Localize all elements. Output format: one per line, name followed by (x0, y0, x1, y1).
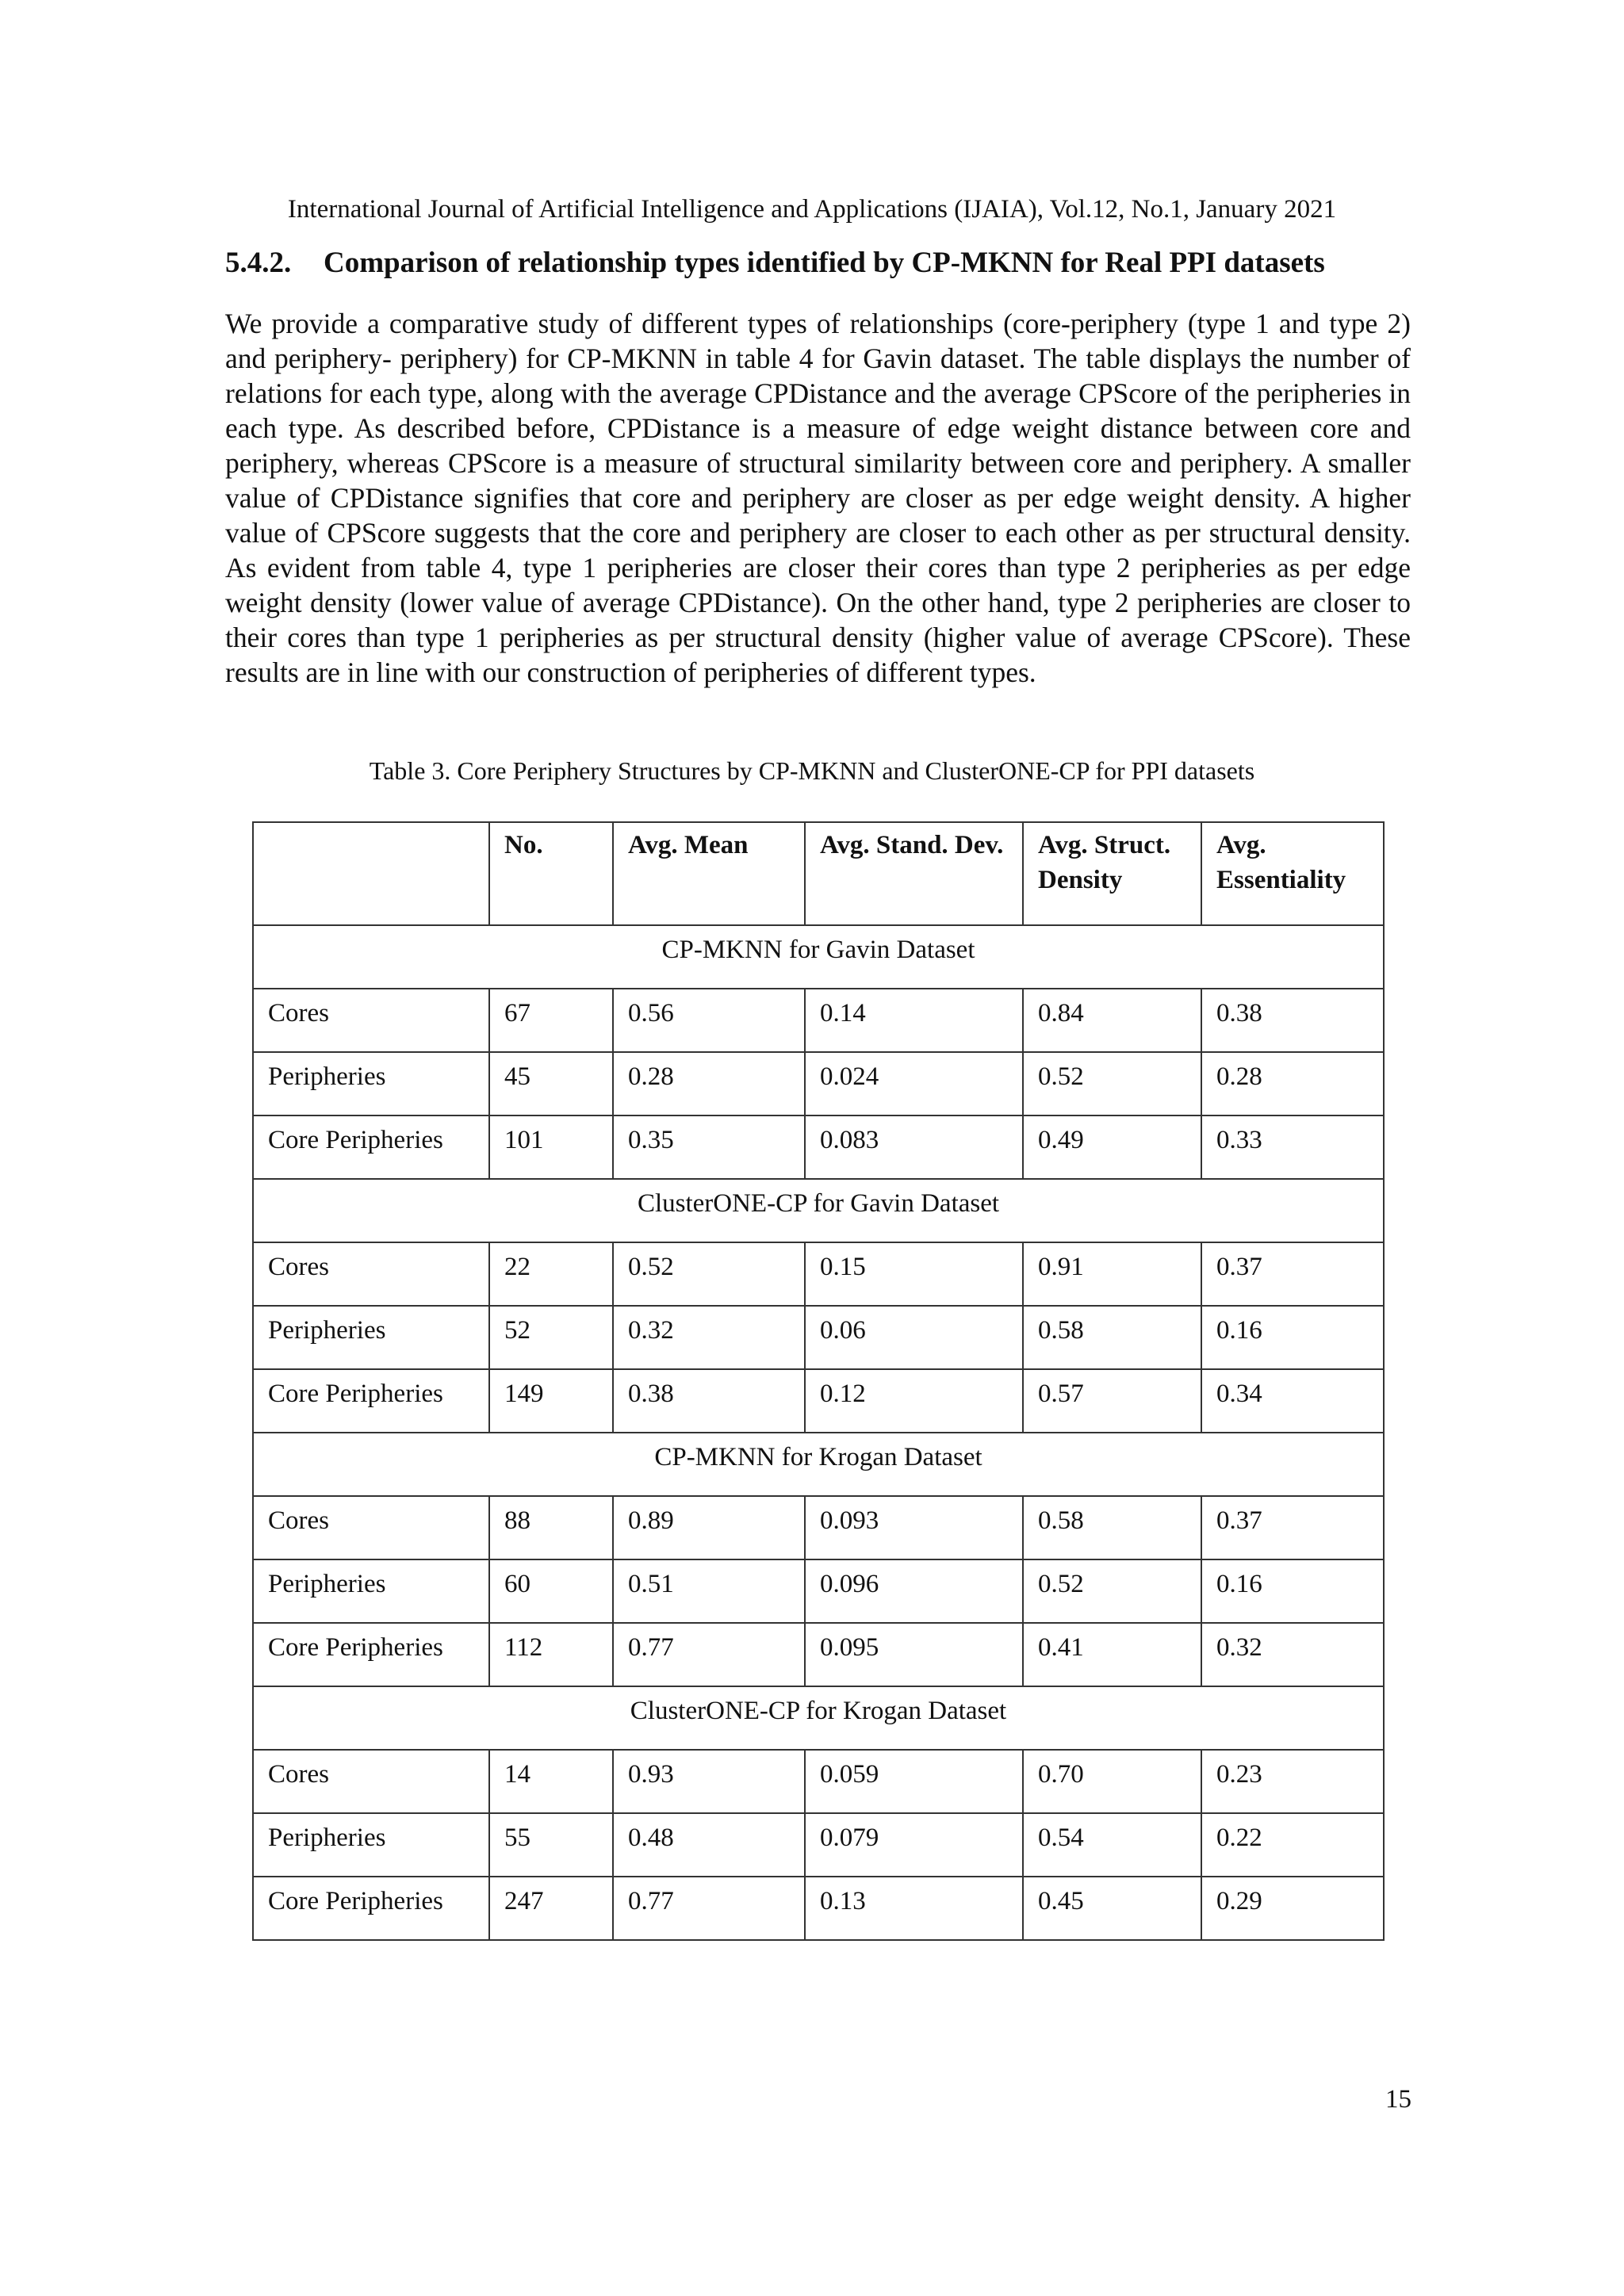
column-header (253, 822, 489, 925)
table-cell: 0.16 (1201, 1306, 1384, 1369)
table-row (253, 1306, 1384, 1369)
table-cell: 0.77 (613, 1623, 805, 1686)
table-cell: 0.35 (613, 1115, 805, 1179)
table-row (253, 1623, 1384, 1686)
row-label-cell: Peripheries (253, 1559, 489, 1623)
table-cell: 0.45 (1023, 1877, 1201, 1940)
table-cell: 0.38 (613, 1369, 805, 1433)
table-cell: 0.58 (1023, 1306, 1201, 1369)
section-title: Comparison of relationship types identified by CP-MKNN for Real PPI datasets (324, 247, 1325, 279)
table-cell: 0.32 (1201, 1623, 1384, 1686)
table-row (253, 1369, 1384, 1433)
column-header: Avg. Stand. Dev. (805, 822, 1023, 925)
table-cell: 0.14 (805, 989, 1023, 1052)
table-cell: 0.024 (805, 1052, 1023, 1115)
row-label-cell: Cores (253, 1750, 489, 1813)
table-cell: 88 (489, 1496, 613, 1559)
table-cell: 0.91 (1023, 1242, 1201, 1306)
table-cell: 0.51 (613, 1559, 805, 1623)
table-row (253, 989, 1384, 1052)
table-cell: 14 (489, 1750, 613, 1813)
table-cell: 0.52 (1023, 1052, 1201, 1115)
table-cell: 0.49 (1023, 1115, 1201, 1179)
row-label-cell: Core Peripheries (253, 1623, 489, 1686)
table-cell: 0.89 (613, 1496, 805, 1559)
table-cell: 0.37 (1201, 1496, 1384, 1559)
table-row (253, 1877, 1384, 1940)
row-label-cell: Peripheries (253, 1306, 489, 1369)
column-header: Avg. Struct. Density (1023, 822, 1201, 925)
group-label: CP-MKNN for Gavin Dataset (253, 925, 1384, 989)
table-cell: 55 (489, 1813, 613, 1877)
group-row (253, 1179, 1384, 1242)
table-caption: Table 3. Core Periphery Structures by CP-MKNN and ClusterONE-CP for PPI datasets (369, 756, 1255, 785)
table-cell: 0.13 (805, 1877, 1023, 1940)
table-row (253, 1559, 1384, 1623)
table-row (253, 1052, 1384, 1115)
table-cell: 0.58 (1023, 1496, 1201, 1559)
table-cell: 67 (489, 989, 613, 1052)
row-label-cell: Cores (253, 1242, 489, 1306)
section-number: 5.4.2. (225, 247, 292, 279)
table-cell: 0.33 (1201, 1115, 1384, 1179)
table-cell: 247 (489, 1877, 613, 1940)
table-cell: 0.15 (805, 1242, 1023, 1306)
table-row (253, 1813, 1384, 1877)
column-header: No. (489, 822, 613, 925)
table-cell: 0.70 (1023, 1750, 1201, 1813)
column-header: Avg. Mean (613, 822, 805, 925)
table-row (253, 1750, 1384, 1813)
row-label-cell: Core Peripheries (253, 1115, 489, 1179)
row-label-cell: Cores (253, 989, 489, 1052)
table-cell: 0.093 (805, 1496, 1023, 1559)
table-cell: 0.079 (805, 1813, 1023, 1877)
table-cell: 22 (489, 1242, 613, 1306)
table-cell: 0.095 (805, 1623, 1023, 1686)
table-cell: 0.77 (613, 1877, 805, 1940)
table-cell: 0.41 (1023, 1623, 1201, 1686)
table-cell: 52 (489, 1306, 613, 1369)
table-cell: 0.56 (613, 989, 805, 1052)
section-heading (225, 246, 1415, 281)
row-label-cell: Core Peripheries (253, 1369, 489, 1433)
group-row (253, 1433, 1384, 1496)
table-cell: 0.37 (1201, 1242, 1384, 1306)
table-cell: 0.38 (1201, 989, 1384, 1052)
group-row (253, 925, 1384, 989)
table-row (253, 1115, 1384, 1179)
table-cell: 0.096 (805, 1559, 1023, 1623)
table-cell: 0.34 (1201, 1369, 1384, 1433)
row-label-cell: Cores (253, 1496, 489, 1559)
table-cell: 0.23 (1201, 1750, 1384, 1813)
table-cell: 0.54 (1023, 1813, 1201, 1877)
table-cell: 0.52 (613, 1242, 805, 1306)
group-label: CP-MKNN for Krogan Dataset (253, 1433, 1384, 1496)
table-cell: 45 (489, 1052, 613, 1115)
table-cell: 0.22 (1201, 1813, 1384, 1877)
table-cell: 112 (489, 1623, 613, 1686)
table-body (253, 925, 1384, 1940)
row-label-cell: Peripheries (253, 1813, 489, 1877)
row-label-cell: Peripheries (253, 1052, 489, 1115)
table-cell: 0.06 (805, 1306, 1023, 1369)
column-header: Avg. Essentiality (1201, 822, 1384, 925)
page-number: 15 (1385, 2085, 1411, 2114)
running-header: International Journal of Artificial Intelligence and Applications (IJAIA), Vol.12, No.1, January 2021 (287, 195, 1337, 224)
table-header-row (253, 822, 1384, 925)
table-cell: 0.84 (1023, 989, 1201, 1052)
group-label: ClusterONE-CP for Krogan Dataset (253, 1686, 1384, 1750)
table-cell: 0.57 (1023, 1369, 1201, 1433)
table-cell: 0.12 (805, 1369, 1023, 1433)
row-label-cell: Core Peripheries (253, 1877, 489, 1940)
table-cell: 0.93 (613, 1750, 805, 1813)
body-paragraph: We provide a comparative study of different types of relationships (core-periphery (type 1 and type 2) and periphery- periphery) for CP-MKNN in table 4 for Gavin dataset. The table displays the number of relations for each type, along with the average CPDistance and the average CPScore of the peripheries in each type. As described before, CPDistance is a measure of edge weight distance between core and periphery, whereas CPScore is a measure of structural similarity between core and periphery. A smaller value of CPDistance signifies that core and periphery are closer as per edge weight density. A higher value of CPScore suggests that the core and periphery are closer to each other as per structural density. As evident from table 4, type 1 peripheries are closer their cores than type 2 peripheries as per edge weight density (lower value of average CPDistance). On the other hand, type 2 peripheries are closer to their cores than type 1 peripheries as per structural density (higher value of average CPScore). These results are in line with our construction of peripheries of different types. (225, 308, 1411, 688)
table-row (253, 1496, 1384, 1559)
group-label: ClusterONE-CP for Gavin Dataset (253, 1179, 1384, 1242)
table-cell: 0.28 (1201, 1052, 1384, 1115)
table-cell: 0.16 (1201, 1559, 1384, 1623)
group-row (253, 1686, 1384, 1750)
table-cell: 0.48 (613, 1813, 805, 1877)
table-cell: 149 (489, 1369, 613, 1433)
table-cell: 0.52 (1023, 1559, 1201, 1623)
table-cell: 0.059 (805, 1750, 1023, 1813)
table-cell: 101 (489, 1115, 613, 1179)
table-cell: 0.083 (805, 1115, 1023, 1179)
table-row (253, 1242, 1384, 1306)
table-cell: 0.32 (613, 1306, 805, 1369)
table-cell: 0.28 (613, 1052, 805, 1115)
table-cell: 60 (489, 1559, 613, 1623)
table-cell: 0.29 (1201, 1877, 1384, 1940)
results-table (252, 821, 1385, 1941)
